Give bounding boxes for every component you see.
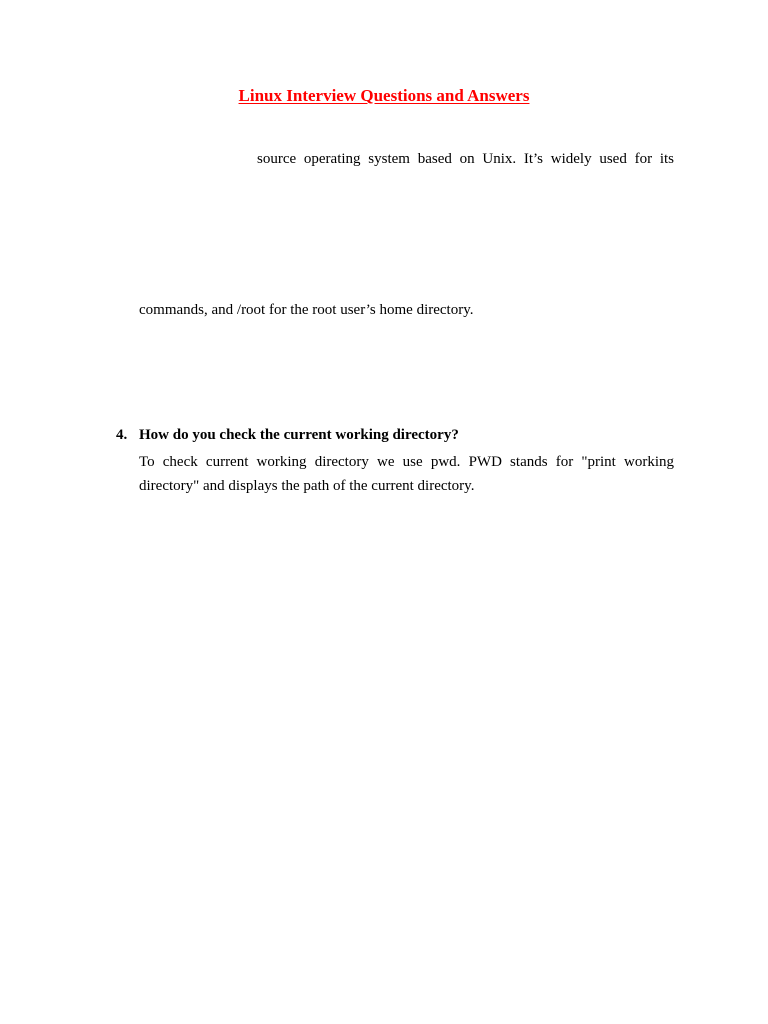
answer-line-1: To check current working directory we use pwd. PWD stands for "print working [139, 454, 674, 470]
answer-line-2: directory" and displays the path of the current directory. [139, 478, 475, 494]
paragraph-fragment-line-1: source operating system based on Unix. It’s widely used for its [257, 151, 674, 167]
question-number: 4. [116, 427, 128, 443]
page-title-text: Linux Interview Questions and Answers [238, 86, 530, 105]
question-heading: How do you check the current working directory? [139, 427, 459, 443]
paragraph-fragment-line-2: commands, and /root for the root user’s home directory. [139, 302, 474, 318]
page-title [0, 86, 768, 106]
